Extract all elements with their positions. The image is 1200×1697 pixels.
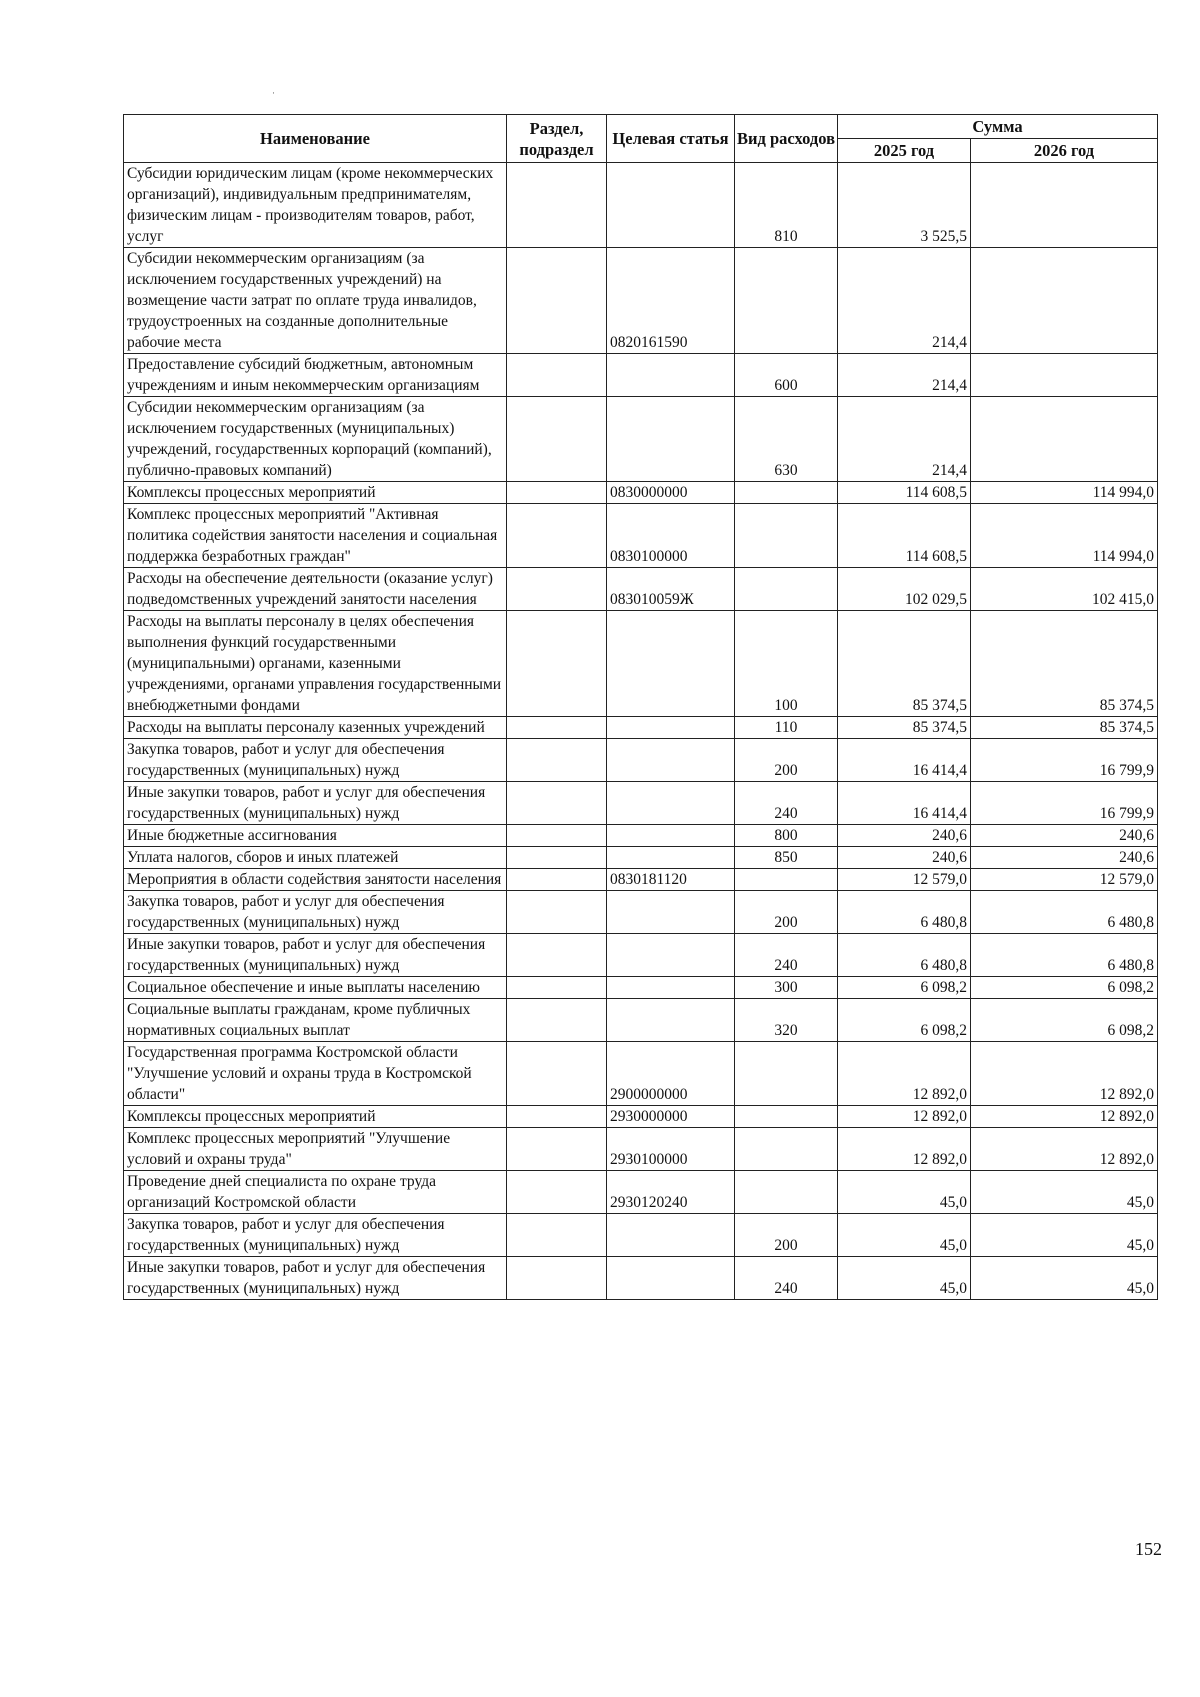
cell-sum-2026 [971,248,1158,354]
table-row [124,999,1158,1042]
cell-sum-2026: 114 994,0 [971,482,1158,504]
cell-expense-type: 300 [735,977,838,999]
cell-name: Иные закупки товаров, работ и услуг для обеспечения государственных (муниципальных) нужд [124,1257,507,1300]
cell-sum-2025: 6 098,2 [838,977,971,999]
cell-section [507,934,607,977]
cell-sum-2025: 16 414,4 [838,782,971,825]
cell-sum-2026: 16 799,9 [971,782,1158,825]
cell-target-code [607,397,735,482]
table-row [124,1171,1158,1214]
table-row [124,482,1158,504]
table-row [124,977,1158,999]
cell-target-code: 0830000000 [607,482,735,504]
cell-expense-type: 200 [735,891,838,934]
cell-section [507,248,607,354]
cell-target-code [607,739,735,782]
cell-sum-2026: 85 374,5 [971,717,1158,739]
cell-target-code: 083010059Ж [607,568,735,611]
header-sum: Сумма [838,115,1158,139]
cell-target-code [607,934,735,977]
cell-target-code [607,891,735,934]
cell-section [507,568,607,611]
cell-sum-2025: 16 414,4 [838,739,971,782]
cell-sum-2026: 45,0 [971,1257,1158,1300]
table-row [124,163,1158,248]
cell-section [507,847,607,869]
table-row [124,1257,1158,1300]
cell-section [507,482,607,504]
table-row [124,717,1158,739]
cell-sum-2025: 240,6 [838,847,971,869]
budget-table [123,114,1158,1300]
cell-target-code: 0830181120 [607,869,735,891]
cell-sum-2025: 85 374,5 [838,717,971,739]
table-row [124,1042,1158,1106]
table-row [124,782,1158,825]
table-header [124,115,1158,163]
cell-target-code [607,717,735,739]
cell-sum-2025: 214,4 [838,354,971,397]
cell-sum-2026: 6 480,8 [971,891,1158,934]
cell-expense-type: 630 [735,397,838,482]
cell-section [507,1171,607,1214]
cell-name: Государственная программа Костромской области "Улучшение условий и охраны труда в Костромской области" [124,1042,507,1106]
cell-sum-2025: 6 480,8 [838,934,971,977]
cell-expense-type [735,1106,838,1128]
cell-name: Комплекс процессных мероприятий "Улучшение условий и охраны труда" [124,1128,507,1171]
cell-sum-2025: 85 374,5 [838,611,971,717]
cell-target-code: 2930100000 [607,1128,735,1171]
cell-sum-2025: 102 029,5 [838,568,971,611]
header-target: Целевая статья [607,115,735,163]
cell-target-code: 2930120240 [607,1171,735,1214]
cell-name: Иные закупки товаров, работ и услуг для обеспечения государственных (муниципальных) нужд [124,782,507,825]
table-row [124,1128,1158,1171]
cell-name: Социальное обеспечение и иные выплаты населению [124,977,507,999]
cell-sum-2026: 12 892,0 [971,1128,1158,1171]
cell-expense-type [735,568,838,611]
cell-section [507,782,607,825]
cell-name: Иные бюджетные ассигнования [124,825,507,847]
cell-expense-type: 240 [735,934,838,977]
cell-sum-2025: 240,6 [838,825,971,847]
scan-mark: · [272,88,275,98]
cell-sum-2026 [971,354,1158,397]
cell-target-code [607,847,735,869]
cell-section [507,999,607,1042]
cell-name: Комплекс процессных мероприятий "Активная политика содействия занятости населения и социальная поддержка безработных граждан" [124,504,507,568]
cell-sum-2026: 45,0 [971,1171,1158,1214]
cell-sum-2026: 114 994,0 [971,504,1158,568]
cell-section [507,891,607,934]
cell-target-code: 0820161590 [607,248,735,354]
cell-expense-type [735,1128,838,1171]
cell-name: Комплексы процессных мероприятий [124,1106,507,1128]
cell-name: Проведение дней специалиста по охране труда организаций Костромской области [124,1171,507,1214]
cell-expense-type [735,1171,838,1214]
cell-sum-2026: 240,6 [971,847,1158,869]
table-row [124,568,1158,611]
header-year-2025: 2025 год [838,139,971,163]
cell-name: Закупка товаров, работ и услуг для обеспечения государственных (муниципальных) нужд [124,891,507,934]
cell-expense-type: 240 [735,782,838,825]
cell-sum-2026: 102 415,0 [971,568,1158,611]
cell-section [507,717,607,739]
cell-target-code: 0830100000 [607,504,735,568]
header-name: Наименование [124,115,507,163]
cell-section [507,1042,607,1106]
table-row [124,1106,1158,1128]
cell-target-code [607,163,735,248]
cell-sum-2026 [971,163,1158,248]
cell-section [507,739,607,782]
cell-sum-2026: 12 892,0 [971,1042,1158,1106]
cell-section [507,397,607,482]
cell-sum-2025: 45,0 [838,1171,971,1214]
cell-section [507,163,607,248]
cell-section [507,504,607,568]
cell-section [507,1257,607,1300]
cell-section [507,977,607,999]
cell-sum-2025: 12 892,0 [838,1042,971,1106]
cell-sum-2025: 214,4 [838,397,971,482]
cell-name: Предоставление субсидий бюджетным, автономным учреждениям и иным некоммерческим организациям [124,354,507,397]
cell-target-code [607,1257,735,1300]
cell-sum-2026: 12 579,0 [971,869,1158,891]
cell-section [507,869,607,891]
cell-sum-2025: 114 608,5 [838,504,971,568]
cell-expense-type: 800 [735,825,838,847]
cell-sum-2025: 45,0 [838,1214,971,1257]
cell-name: Мероприятия в области содействия занятости населения [124,869,507,891]
cell-target-code [607,354,735,397]
cell-sum-2026: 240,6 [971,825,1158,847]
table-row [124,1214,1158,1257]
table-row [124,739,1158,782]
table-row [124,354,1158,397]
cell-sum-2025: 12 579,0 [838,869,971,891]
table-row [124,397,1158,482]
cell-sum-2025: 214,4 [838,248,971,354]
cell-expense-type: 850 [735,847,838,869]
cell-name: Расходы на выплаты персоналу казенных учреждений [124,717,507,739]
table-row [124,891,1158,934]
table-row [124,934,1158,977]
cell-expense-type [735,504,838,568]
header-year-2026: 2026 год [971,139,1158,163]
cell-sum-2026: 6 098,2 [971,977,1158,999]
cell-sum-2025: 6 098,2 [838,999,971,1042]
cell-sum-2026: 6 098,2 [971,999,1158,1042]
cell-target-code [607,825,735,847]
cell-sum-2025: 12 892,0 [838,1106,971,1128]
cell-section [507,825,607,847]
cell-expense-type: 320 [735,999,838,1042]
cell-sum-2025: 45,0 [838,1257,971,1300]
cell-expense-type: 600 [735,354,838,397]
cell-target-code [607,782,735,825]
table-row [124,504,1158,568]
cell-section [507,1106,607,1128]
cell-section [507,611,607,717]
cell-expense-type: 110 [735,717,838,739]
cell-name: Субсидии юридическим лицам (кроме некоммерческих организаций), индивидуальным предпринимателям, физическим лицам - производителям товаров, работ, услуг [124,163,507,248]
header-type: Вид расходов [735,115,838,163]
cell-target-code [607,977,735,999]
cell-name: Субсидии некоммерческим организациям (за исключением государственных (муниципальных) учреждений, государственных корпораций (компаний), публично-правовых компаний) [124,397,507,482]
cell-sum-2025: 3 525,5 [838,163,971,248]
cell-target-code [607,999,735,1042]
cell-name: Комплексы процессных мероприятий [124,482,507,504]
cell-expense-type [735,1042,838,1106]
header-section: Раздел, подраздел [507,115,607,163]
cell-sum-2026: 45,0 [971,1214,1158,1257]
cell-name: Субсидии некоммерческим организациям (за исключением государственных учреждений) на возмещение части затрат по оплате труда инвалидов, трудоустроенных на созданные дополнительные рабочие места [124,248,507,354]
cell-section [507,1128,607,1171]
cell-target-code [607,1214,735,1257]
table-row [124,869,1158,891]
cell-name: Расходы на обеспечение деятельности (оказание услуг) подведомственных учреждений занятости населения [124,568,507,611]
cell-sum-2025: 12 892,0 [838,1128,971,1171]
cell-name: Иные закупки товаров, работ и услуг для обеспечения государственных (муниципальных) нужд [124,934,507,977]
cell-name: Расходы на выплаты персоналу в целях обеспечения выполнения функций государственными (муниципальными) органами, казенными учреждениями, органами управления государственными внебюджетными фондами [124,611,507,717]
table-row [124,248,1158,354]
cell-sum-2025: 114 608,5 [838,482,971,504]
cell-name: Закупка товаров, работ и услуг для обеспечения государственных (муниципальных) нужд [124,1214,507,1257]
cell-sum-2026: 85 374,5 [971,611,1158,717]
cell-section [507,354,607,397]
cell-expense-type: 240 [735,1257,838,1300]
cell-target-code [607,611,735,717]
table-body [124,163,1158,1300]
table-row [124,847,1158,869]
cell-expense-type [735,482,838,504]
cell-sum-2025: 6 480,8 [838,891,971,934]
table-row [124,611,1158,717]
page-number: 152 [1135,1539,1162,1559]
table-row [124,825,1158,847]
cell-sum-2026 [971,397,1158,482]
cell-name: Социальные выплаты гражданам, кроме публичных нормативных социальных выплат [124,999,507,1042]
cell-name: Уплата налогов, сборов и иных платежей [124,847,507,869]
cell-section [507,1214,607,1257]
cell-expense-type [735,869,838,891]
cell-name: Закупка товаров, работ и услуг для обеспечения государственных (муниципальных) нужд [124,739,507,782]
cell-expense-type: 200 [735,1214,838,1257]
cell-expense-type [735,248,838,354]
cell-target-code: 2930000000 [607,1106,735,1128]
cell-sum-2026: 12 892,0 [971,1106,1158,1128]
cell-target-code: 2900000000 [607,1042,735,1106]
cell-expense-type: 100 [735,611,838,717]
cell-expense-type: 200 [735,739,838,782]
cell-sum-2026: 16 799,9 [971,739,1158,782]
cell-sum-2026: 6 480,8 [971,934,1158,977]
cell-expense-type: 810 [735,163,838,248]
